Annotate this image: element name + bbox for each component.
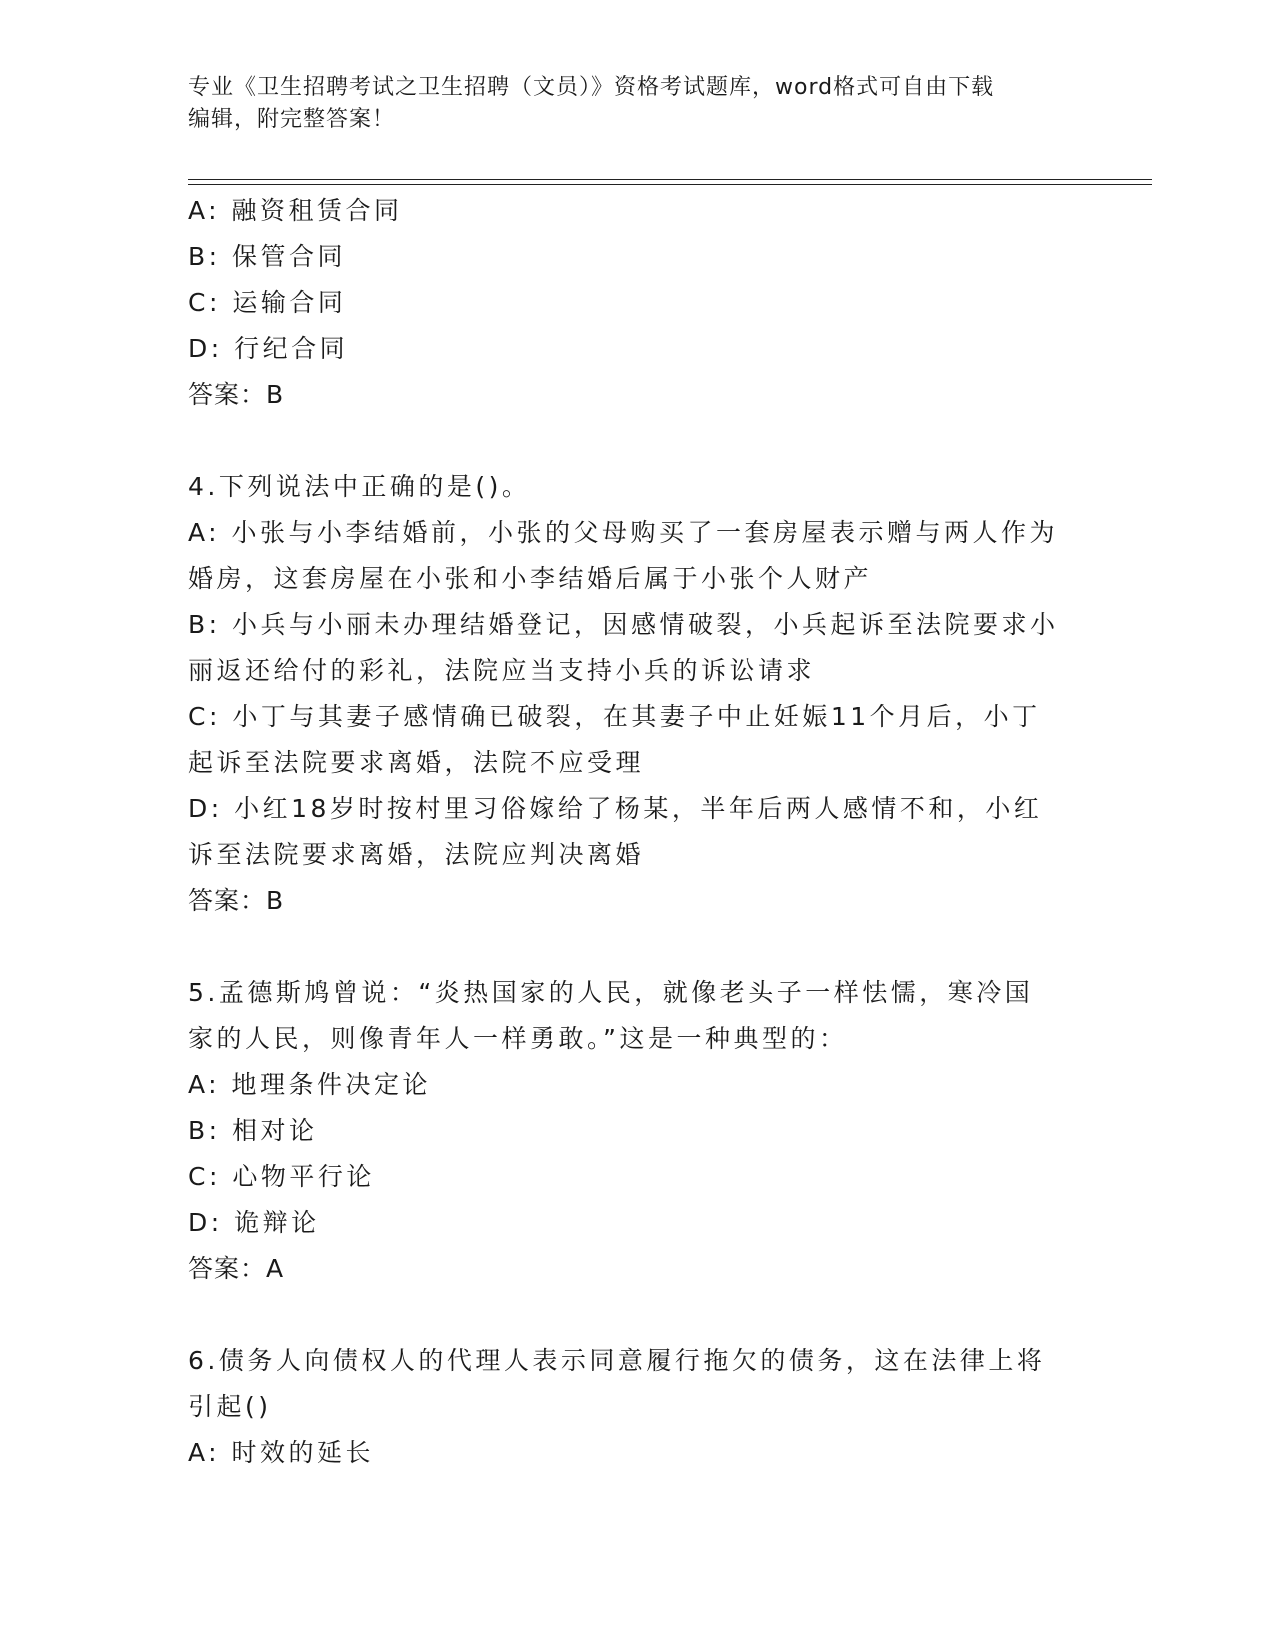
question-block: [188, 464, 1088, 924]
option-d: [188, 786, 1088, 878]
question-stem: 引起(): [188, 1392, 272, 1421]
question-stem: 5.孟德斯鸠曾说：“炎热国家的人民，就像老头子一样怯懦，寒冷国: [188, 978, 1034, 1007]
option-c: C: 运输合同: [188, 288, 347, 317]
question-list: [188, 188, 1088, 1476]
spacer: [188, 418, 1088, 464]
answer-line: 答案：B: [188, 380, 285, 409]
option-text-line: 婚房，这套房屋在小张和小李结婚后属于小张个人财产: [188, 564, 873, 593]
option-c: C: 心物平行论: [188, 1162, 375, 1191]
spacer: [188, 924, 1088, 970]
option-text-line: A: 小张与小李结婚前，小张的父母购买了一套房屋表示赠与两人作为: [188, 518, 1059, 547]
answer-line: 答案：A: [188, 1254, 285, 1283]
header-divider: [188, 179, 1152, 180]
option-d: D: 诡辩论: [188, 1208, 320, 1237]
option-b: B: 相对论: [188, 1116, 318, 1145]
option-text-line: 诉至法院要求离婚，法院应判决离婚: [188, 840, 645, 869]
header-line: 编辑，附完整答案！: [188, 107, 396, 132]
option-a: A: 地理条件决定论: [188, 1070, 432, 1099]
option-a: A: 融资租赁合同: [188, 196, 403, 225]
document-header: [188, 72, 1088, 136]
option-text-line: B: 小兵与小丽未办理结婚登记，因感情破裂，小兵起诉至法院要求小: [188, 610, 1059, 639]
option-text-line: C: 小丁与其妻子感情确已破裂，在其妻子中止妊娠11个月后，小丁: [188, 702, 1041, 731]
question-stem: 6.债务人向债权人的代理人表示同意履行拖欠的债务，这在法律上将: [188, 1346, 1046, 1375]
option-b: [188, 602, 1088, 694]
option-a: [188, 510, 1088, 602]
option-b: B: 保管合同: [188, 242, 347, 271]
header-divider: [188, 184, 1152, 185]
option-d: D: 行纪合同: [188, 334, 349, 363]
question-block: [188, 970, 1088, 1292]
question-block: [188, 1338, 1088, 1476]
option-a: A: 时效的延长: [188, 1438, 375, 1467]
header-line: 专业《卫生招聘考试之卫生招聘（文员）》资格考试题库，word格式可自由下载: [188, 75, 995, 100]
option-c: [188, 694, 1088, 786]
option-text-line: D: 小红18岁时按村里习俗嫁给了杨某，半年后两人感情不和，小红: [188, 794, 1043, 823]
spacer: [188, 1292, 1088, 1338]
question-stem: 4.下列说法中正确的是()。: [188, 472, 531, 501]
question-stem: 家的人民，则像青年人一样勇敢。”这是一种典型的：: [188, 1024, 848, 1053]
option-text-line: 丽返还给付的彩礼，法院应当支持小兵的诉讼请求: [188, 656, 816, 685]
option-text-line: 起诉至法院要求离婚，法院不应受理: [188, 748, 645, 777]
answer-line: 答案：B: [188, 886, 285, 915]
question-block: [188, 188, 1088, 418]
